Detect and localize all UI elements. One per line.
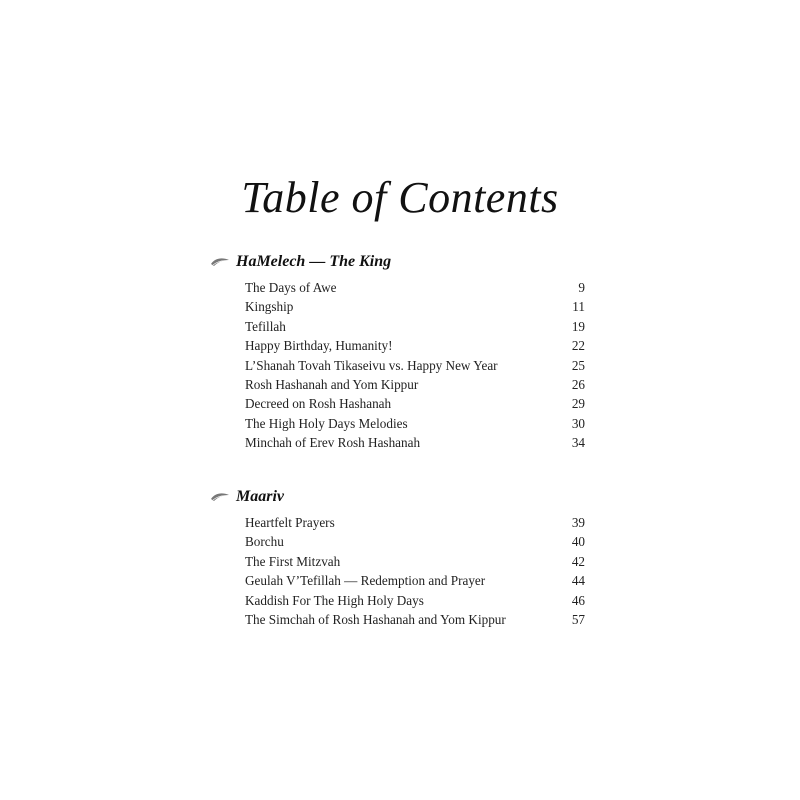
entry-page-number: 19 (571, 318, 585, 334)
toc-entry[interactable] (245, 534, 590, 553)
entry-title: Minchah of Erev Rosh Hashanah (245, 435, 421, 451)
toc-entry[interactable] (245, 280, 590, 299)
entry-page-number: 39 (571, 515, 585, 530)
entry-title: The Days of Awe (245, 280, 337, 295)
entry-page-number: 57 (571, 611, 585, 627)
toc-entry[interactable] (245, 612, 590, 631)
leaf-ornament-icon (210, 491, 230, 503)
entry-page-number: 25 (571, 357, 585, 373)
toc-entry[interactable] (245, 435, 590, 454)
entry-page-number: 44 (571, 573, 585, 589)
entry-page-number: 11 (572, 299, 585, 315)
page-title: Table of Contents (241, 173, 559, 222)
toc-entry[interactable] (245, 593, 590, 612)
entry-title: Kaddish For The High Holy Days (245, 592, 424, 608)
entry-title: Happy Birthday, Humanity! (245, 338, 393, 354)
entry-title: Geulah V’Tefillah — Redemption and Prayer (245, 573, 486, 589)
entry-page-number: 29 (571, 396, 585, 412)
toc-section-hamelech (210, 250, 590, 455)
toc-entry[interactable] (245, 358, 590, 377)
toc-entry[interactable] (245, 299, 590, 318)
entry-title: Borchu (245, 534, 284, 550)
section-header (210, 250, 590, 274)
entry-page-number: 22 (571, 338, 585, 354)
toc-entry[interactable] (245, 573, 590, 592)
section-title: Maariv (236, 488, 284, 505)
toc-entry[interactable] (245, 377, 590, 396)
toc-entry-list (210, 515, 590, 631)
entry-title: Kingship (245, 299, 294, 315)
entry-page-number: 9 (578, 280, 585, 295)
entry-title: Decreed on Rosh Hashanah (245, 396, 392, 412)
toc-entry[interactable] (245, 338, 590, 357)
toc-entry[interactable] (245, 416, 590, 435)
entry-title: The Simchah of Rosh Hashanah and Yom Kippur (245, 611, 506, 627)
toc-entry[interactable] (245, 554, 590, 573)
entry-title: Tefillah (245, 318, 286, 334)
section-title: HaMelech — The King (236, 253, 392, 270)
entry-page-number: 40 (571, 534, 585, 550)
entry-page-number: 26 (571, 376, 585, 392)
entry-title: L’Shanah Tovah Tikaseivu vs. Happy New Year (245, 357, 498, 373)
leaf-ornament-icon (210, 256, 230, 268)
toc-entry[interactable] (245, 319, 590, 338)
entry-page-number: 42 (571, 553, 585, 569)
entry-title: Rosh Hashanah and Yom Kippur (245, 376, 419, 392)
section-header (210, 485, 590, 509)
toc-entry[interactable] (245, 515, 590, 534)
entry-title: Heartfelt Prayers (245, 515, 335, 530)
entry-title: The First Mitzvah (245, 553, 341, 569)
entry-page-number: 46 (571, 592, 585, 608)
entry-page-number: 30 (571, 415, 585, 431)
entry-page-number: 34 (571, 435, 585, 451)
toc-section-maariv (210, 485, 590, 631)
toc-entry-list (210, 280, 590, 455)
entry-title: The High Holy Days Melodies (245, 415, 408, 431)
toc-entry[interactable] (245, 396, 590, 415)
